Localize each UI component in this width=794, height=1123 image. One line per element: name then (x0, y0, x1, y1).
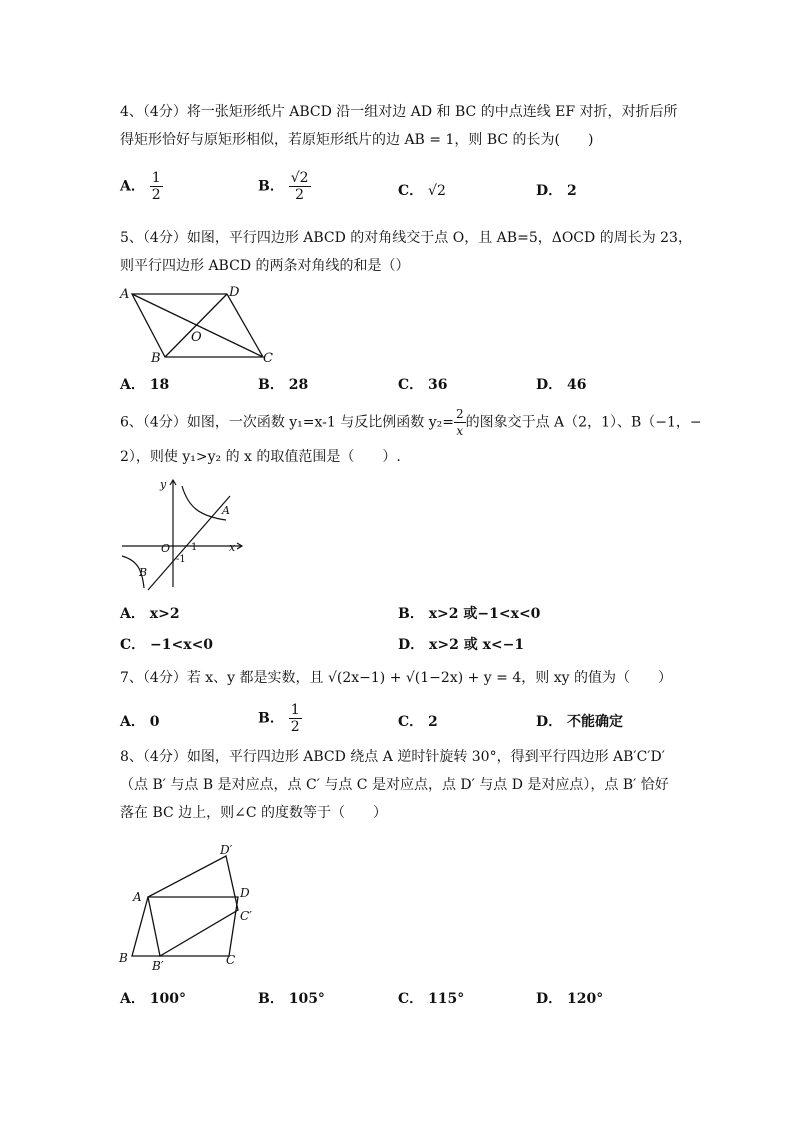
label-d: D (240, 886, 250, 900)
fraction-numerator: 1 (151, 170, 161, 186)
q8-line-2: （点 B′ 与点 B 是对应点，点 C′ 与点 C 是对应点，点 D′ 与点 D 是对应点），点 B′ 恰好 (120, 777, 669, 793)
q8-rotation-figure (112, 838, 272, 973)
q4-option-d-label: D． (536, 183, 563, 199)
tick-label-neg-1: -1 (176, 554, 186, 565)
q4-option-b-label: B． (258, 178, 284, 195)
q7-options (120, 702, 680, 742)
q5-option-d[interactable]: D． 46 (536, 377, 587, 393)
q5-option-b[interactable]: B． 28 (258, 377, 309, 393)
q6-graph-figure (118, 472, 248, 592)
q7-option-c[interactable]: C． 2 (398, 714, 438, 730)
label-x: x (229, 541, 236, 554)
question-6 (120, 406, 702, 471)
q7-option-d[interactable]: D． 不能确定 (536, 714, 624, 730)
question-5 (120, 224, 692, 280)
q5-option-a[interactable]: A． 18 (120, 377, 170, 393)
fraction-denominator: x (456, 424, 464, 438)
label-b-prime: B′ (152, 959, 164, 973)
q7-line-1: 7、（4分）若 x、y 都是实数，且 √(2x−1) + √(1−2x) + y = 4，则 xy 的值为（ ） (120, 670, 672, 686)
q4-line-2: 得矩形恰好与原矩形相似，若原矩形纸片的边 AB = 1，则 BC 的长为( ) (120, 132, 594, 148)
q8-options (120, 988, 680, 1008)
label-b: B (119, 951, 128, 965)
q6-options-row-2 (120, 634, 680, 654)
question-4 (120, 98, 678, 154)
label-a: A (120, 287, 130, 302)
q6-options-row-1 (120, 603, 680, 623)
q4-option-d-value: 2 (567, 183, 577, 199)
q5-line-1: 5、（4分）如图，平行四边形 ABCD 的对角线交于点 O，且 AB=5，ΔOCD 的周长为 23， (120, 230, 692, 246)
q6-option-b[interactable]: B． x>2 或−1<x<0 (398, 606, 541, 622)
q4-option-b-fraction (289, 170, 311, 203)
fraction-numerator: √2 (290, 170, 309, 186)
question-7 (120, 664, 672, 692)
q7-option-a[interactable]: A． 0 (120, 714, 160, 730)
q6-line-1-pre: 6、（4分）如图，一次函数 y₁=x-1 与反比例函数 y₂= (120, 414, 454, 431)
parallelogram-ab-prime-c-prime-d-prime (148, 856, 238, 956)
label-b: B (139, 566, 148, 579)
fraction-denominator: 2 (295, 187, 305, 203)
label-y: y (160, 478, 167, 491)
q8-line-1: 8、（4分）如图，平行四边形 ABCD 绕点 A 逆时针旋转 30°，得到平行四边形 AB′C′D′ (120, 749, 665, 765)
label-o: O (161, 542, 171, 555)
q6-line-1-post: 的图象交于点 A（2，1）、B（−1，− (465, 414, 702, 431)
question-8 (120, 743, 669, 827)
parallelogram-abcd (132, 897, 238, 956)
q4-option-b[interactable] (258, 170, 311, 203)
q4-option-a-label: A． (120, 178, 145, 195)
q8-option-c[interactable]: C． 115° (398, 991, 465, 1007)
q8-option-b[interactable]: B． 105° (258, 991, 325, 1007)
fraction-numerator: 2 (455, 407, 464, 421)
fraction-numerator: 1 (290, 702, 300, 718)
q5-option-c[interactable]: C． 36 (398, 377, 448, 393)
label-d: D (229, 285, 240, 300)
q6-option-d[interactable]: D． x>2 或 x<−1 (398, 637, 525, 653)
label-a: A (222, 504, 230, 517)
label-d-prime: D′ (220, 843, 233, 857)
label-a: A (133, 890, 142, 904)
label-c: C (226, 953, 236, 967)
q6-line-2: 2），则使 y₁>y₂ 的 x 的取值范围是（ ）. (120, 449, 401, 465)
hyperbola-upper-branch (182, 486, 226, 520)
diagonal-ac (132, 294, 263, 357)
fraction-denominator: 2 (290, 719, 300, 735)
q8-option-d[interactable]: D． 120° (536, 991, 604, 1007)
q6-fraction (454, 406, 466, 439)
q4-option-c[interactable] (398, 180, 446, 200)
diagonal-bd (165, 294, 227, 357)
q6-option-a[interactable]: A． x>2 (120, 606, 180, 622)
q7-option-b-label: B． (258, 710, 284, 727)
q7-option-b-fraction (289, 702, 302, 735)
q6-option-c[interactable]: C． −1<x<0 (120, 637, 214, 653)
label-c: C (263, 351, 273, 366)
q4-option-a-fraction (150, 170, 163, 203)
q4-line-1: 4、（4分）将一张矩形纸片 ABCD 沿一组对边 AD 和 BC 的中点连线 EF 对折，对折后所 (120, 104, 678, 120)
q5-parallelogram-figure (115, 282, 285, 367)
q6-line-1 (120, 406, 702, 439)
q4-options (120, 170, 680, 214)
q4-option-d[interactable] (536, 180, 577, 200)
q4-option-c-label: C． (398, 183, 424, 199)
q4-option-c-value: √2 (428, 183, 446, 199)
fraction-denominator: 2 (151, 187, 161, 203)
tick-label-1: 1 (191, 542, 198, 553)
q5-line-2: 则平行四边形 ABCD 的两条对角线的和是（） (120, 258, 410, 274)
q8-option-a[interactable]: A． 100° (120, 991, 186, 1007)
q7-option-b[interactable] (258, 702, 302, 735)
q4-option-a[interactable] (120, 170, 163, 203)
q8-line-3: 落在 BC 边上，则∠C 的度数等于（ ） (120, 805, 388, 821)
label-b: B (151, 351, 161, 366)
label-o: O (191, 330, 202, 345)
label-c-prime: C′ (240, 909, 252, 923)
q5-options (120, 374, 680, 394)
